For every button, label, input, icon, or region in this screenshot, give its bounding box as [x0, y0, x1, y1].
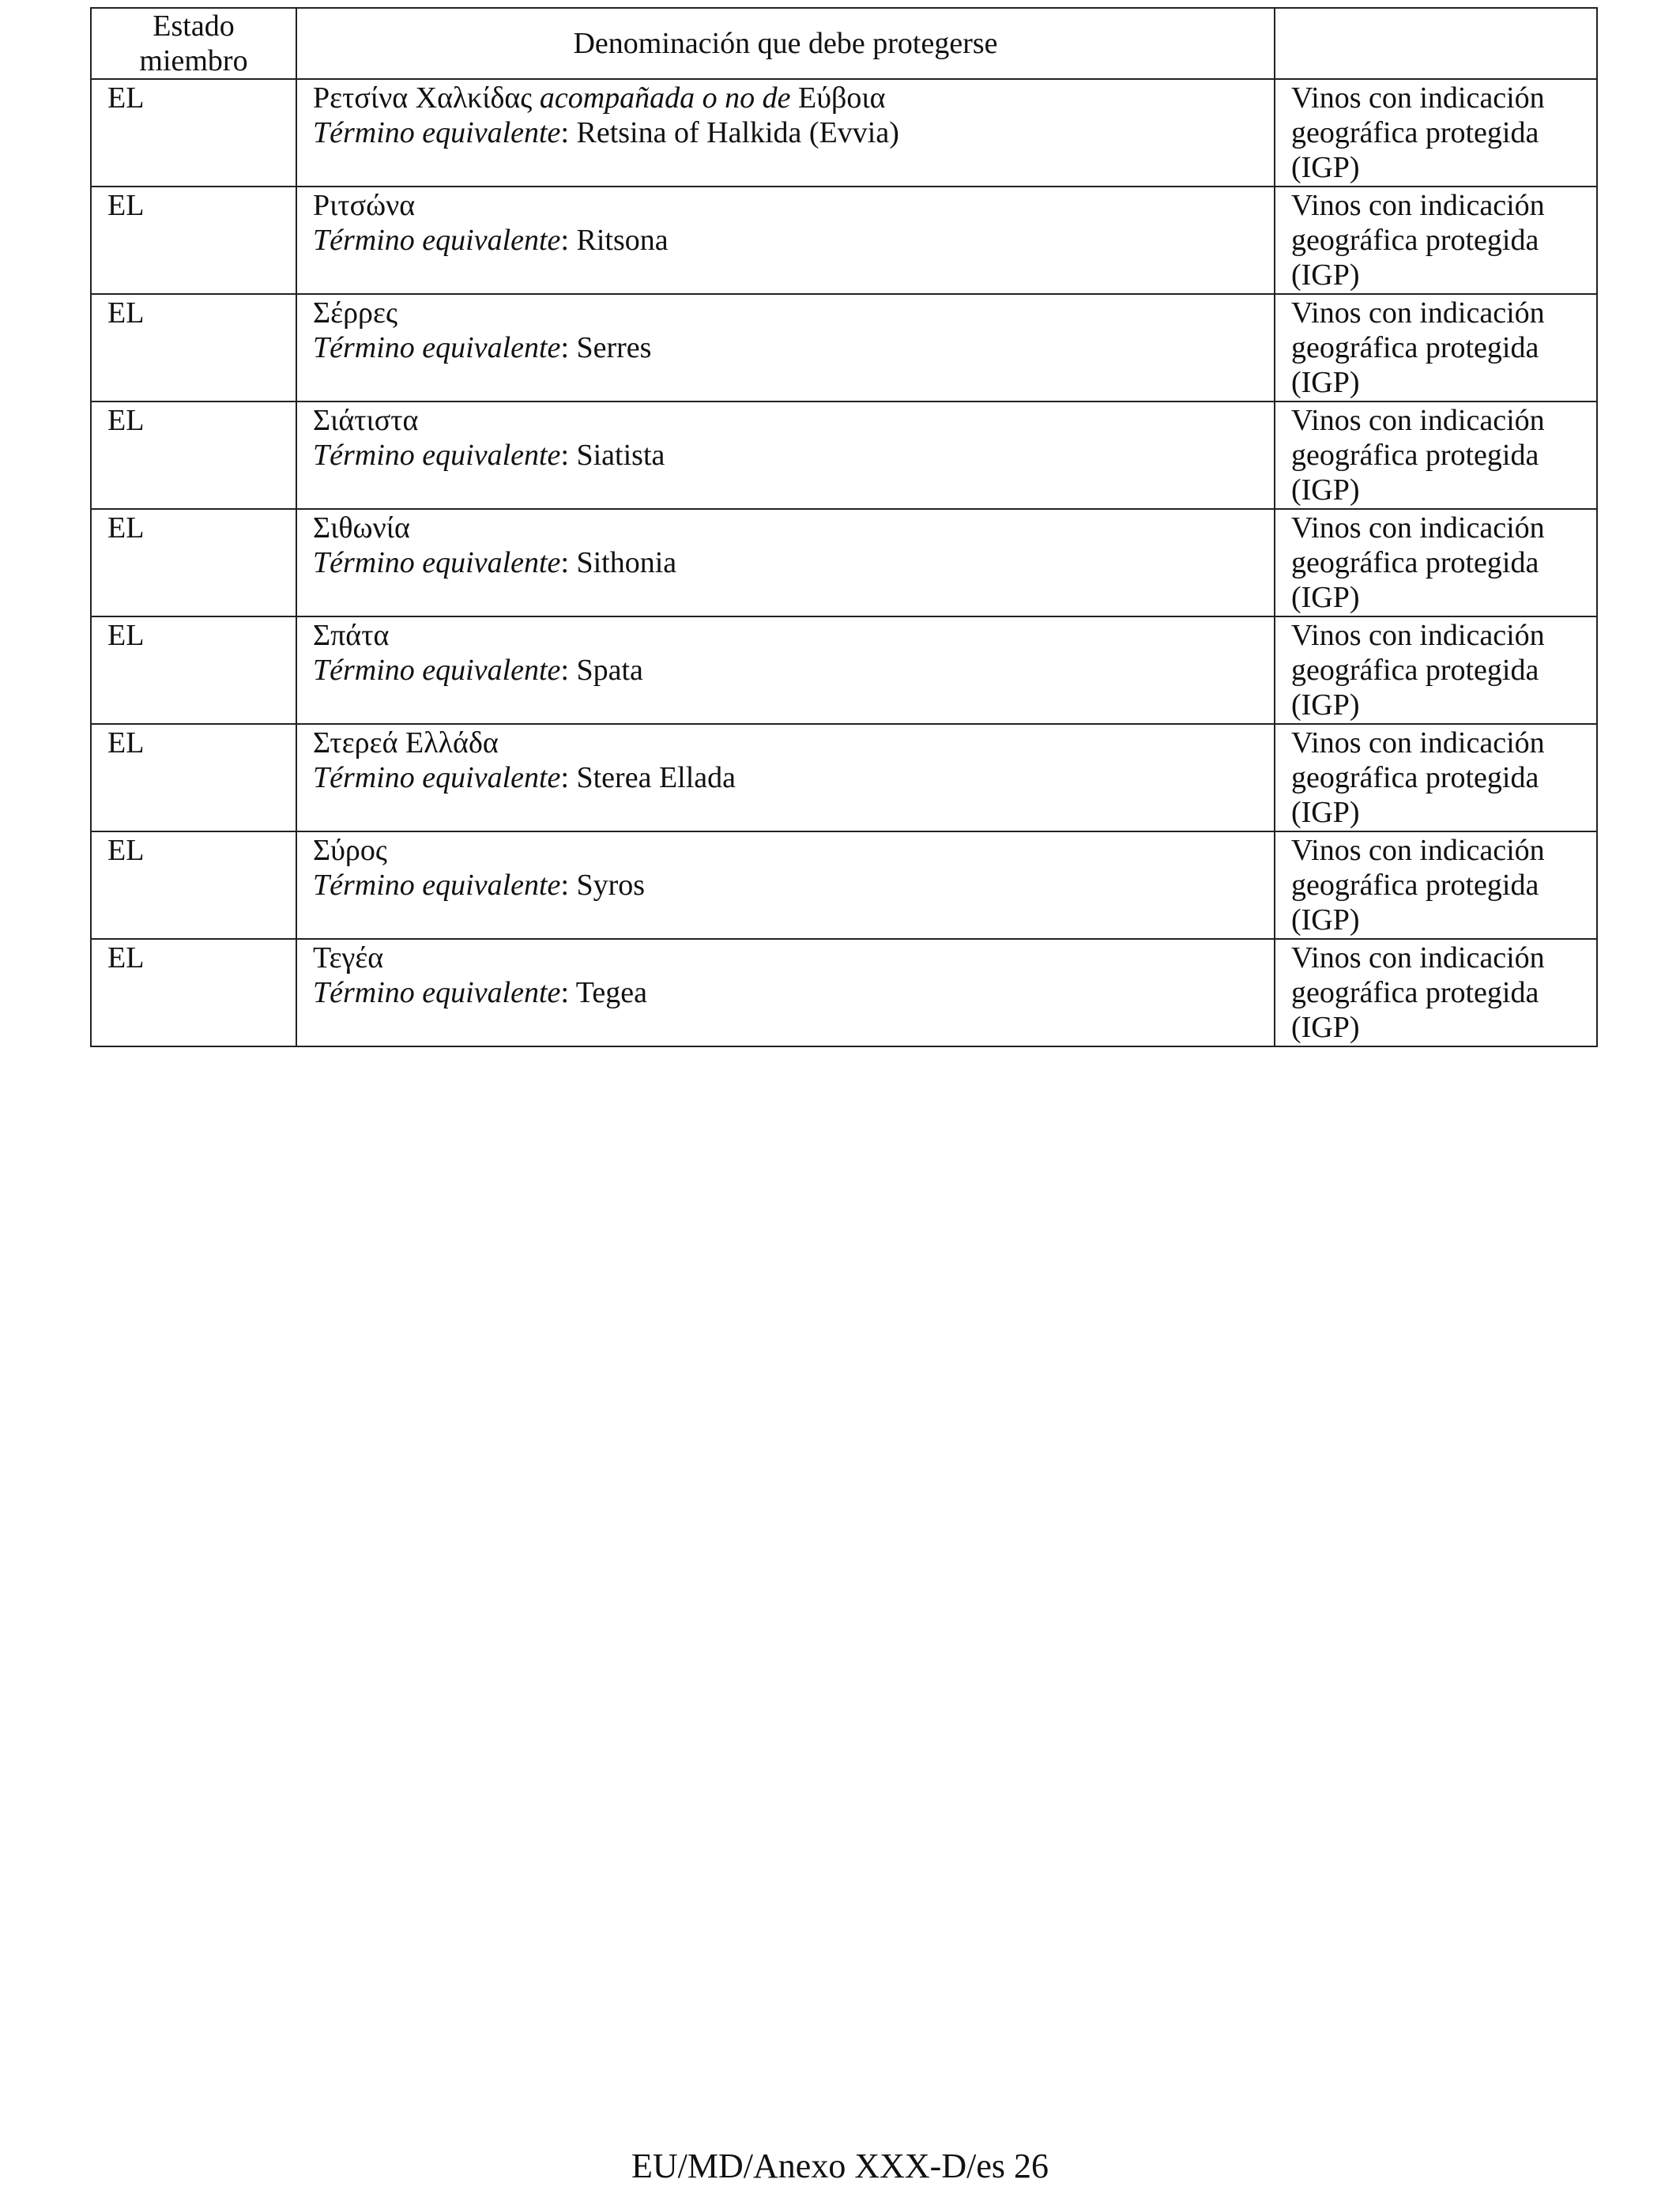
equivalent-term-label: Término equivalente [313, 761, 561, 794]
header-category [1275, 8, 1597, 79]
protected-names-table [90, 7, 1598, 1047]
category-cell: Vinos con indicación geográfica protegida (IGP) [1275, 294, 1597, 401]
protected-name: Τεγέα [313, 941, 384, 974]
equivalent-term-label: Término equivalente [313, 331, 561, 364]
protected-name: Σέρρες [313, 296, 398, 330]
equivalent-term-value: : Siatista [560, 439, 665, 472]
protected-name: Σιθωνία [313, 511, 410, 545]
protected-name: Σπάτα [313, 619, 390, 652]
member-state-cell: EL [91, 187, 296, 294]
table-row [91, 187, 1597, 294]
name-greek-region: Εύβοια [798, 81, 886, 115]
equivalent-term-label: Término equivalente [313, 869, 561, 902]
category-cell: Vinos con indicación geográfica protegida (IGP) [1275, 724, 1597, 831]
protected-name: Σύρος [313, 834, 387, 867]
equivalent-term-value: : Ritsona [560, 224, 669, 257]
protected-name-cell [296, 509, 1275, 616]
protected-name-cell [296, 401, 1275, 509]
protected-name-cell [296, 187, 1275, 294]
protected-name: Ριτσώνα [313, 189, 416, 222]
equivalent-term-value: : Sterea Ellada [560, 761, 736, 794]
equivalent-term-label: Término equivalente [313, 116, 561, 149]
category-cell: Vinos con indicación geográfica protegida (IGP) [1275, 79, 1597, 187]
protected-name [313, 81, 1258, 115]
category-cell: Vinos con indicación geográfica protegida (IGP) [1275, 939, 1597, 1046]
equivalent-term-value: : Sithonia [560, 546, 677, 579]
equivalent-term-value: : Tegea [560, 976, 647, 1009]
equivalent-term-label: Término equivalente [313, 654, 561, 687]
table-row [91, 831, 1597, 939]
equivalent-term-label: Término equivalente [313, 439, 561, 472]
table-row [91, 509, 1597, 616]
member-state-cell: EL [91, 939, 296, 1046]
category-cell: Vinos con indicación geográfica protegida (IGP) [1275, 831, 1597, 939]
table-row [91, 401, 1597, 509]
member-state-cell: EL [91, 79, 296, 187]
equivalent-term-value: : Syros [560, 869, 646, 902]
member-state-cell: EL [91, 401, 296, 509]
member-state-cell: EL [91, 724, 296, 831]
equivalent-term-value: : Serres [560, 331, 652, 364]
equivalent-term [313, 975, 1258, 1010]
equivalent-term [313, 223, 1258, 258]
page-footer-reference: EU/MD/Anexo XXX-D/es 26 [631, 2147, 1049, 2185]
equivalent-term [313, 653, 1258, 688]
protected-name-cell [296, 294, 1275, 401]
equivalent-term [313, 438, 1258, 473]
member-state-cell: EL [91, 509, 296, 616]
table-row [91, 939, 1597, 1046]
equivalent-term-label: Término equivalente [313, 224, 561, 257]
protected-name-cell [296, 724, 1275, 831]
table-row [91, 294, 1597, 401]
protected-name-cell [296, 616, 1275, 724]
equivalent-term [313, 868, 1258, 903]
member-state-cell: EL [91, 831, 296, 939]
table-row [91, 724, 1597, 831]
equivalent-term [313, 760, 1258, 795]
protected-name-cell [296, 831, 1275, 939]
equivalent-term [313, 545, 1258, 580]
equivalent-term-value: : Retsina of Halkida (Evvia) [560, 116, 899, 149]
category-cell: Vinos con indicación geográfica protegida (IGP) [1275, 401, 1597, 509]
table-row [91, 616, 1597, 724]
equivalent-term-label: Término equivalente [313, 976, 561, 1009]
protected-name-cell [296, 939, 1275, 1046]
member-state-cell: EL [91, 616, 296, 724]
equivalent-term [313, 330, 1258, 365]
equivalent-term [313, 115, 1258, 150]
equivalent-term-value: : Spata [560, 654, 643, 687]
protected-name: Σιάτιστα [313, 404, 419, 437]
header-member-state: Estado miembro [91, 8, 296, 79]
table-row [91, 79, 1597, 187]
equivalent-term-label: Término equivalente [313, 546, 561, 579]
protected-name-cell [296, 79, 1275, 187]
table-header-row [91, 8, 1597, 79]
name-connector: acompañada o no de [539, 81, 791, 115]
category-cell: Vinos con indicación geográfica protegida (IGP) [1275, 187, 1597, 294]
header-protected-name: Denominación que debe protegerse [296, 8, 1275, 79]
category-cell: Vinos con indicación geográfica protegida (IGP) [1275, 509, 1597, 616]
name-greek: Ρετσίνα Χαλκίδας [313, 81, 533, 115]
protected-name: Στερεά Ελλάδα [313, 726, 499, 760]
category-cell: Vinos con indicación geográfica protegida (IGP) [1275, 616, 1597, 724]
member-state-cell: EL [91, 294, 296, 401]
